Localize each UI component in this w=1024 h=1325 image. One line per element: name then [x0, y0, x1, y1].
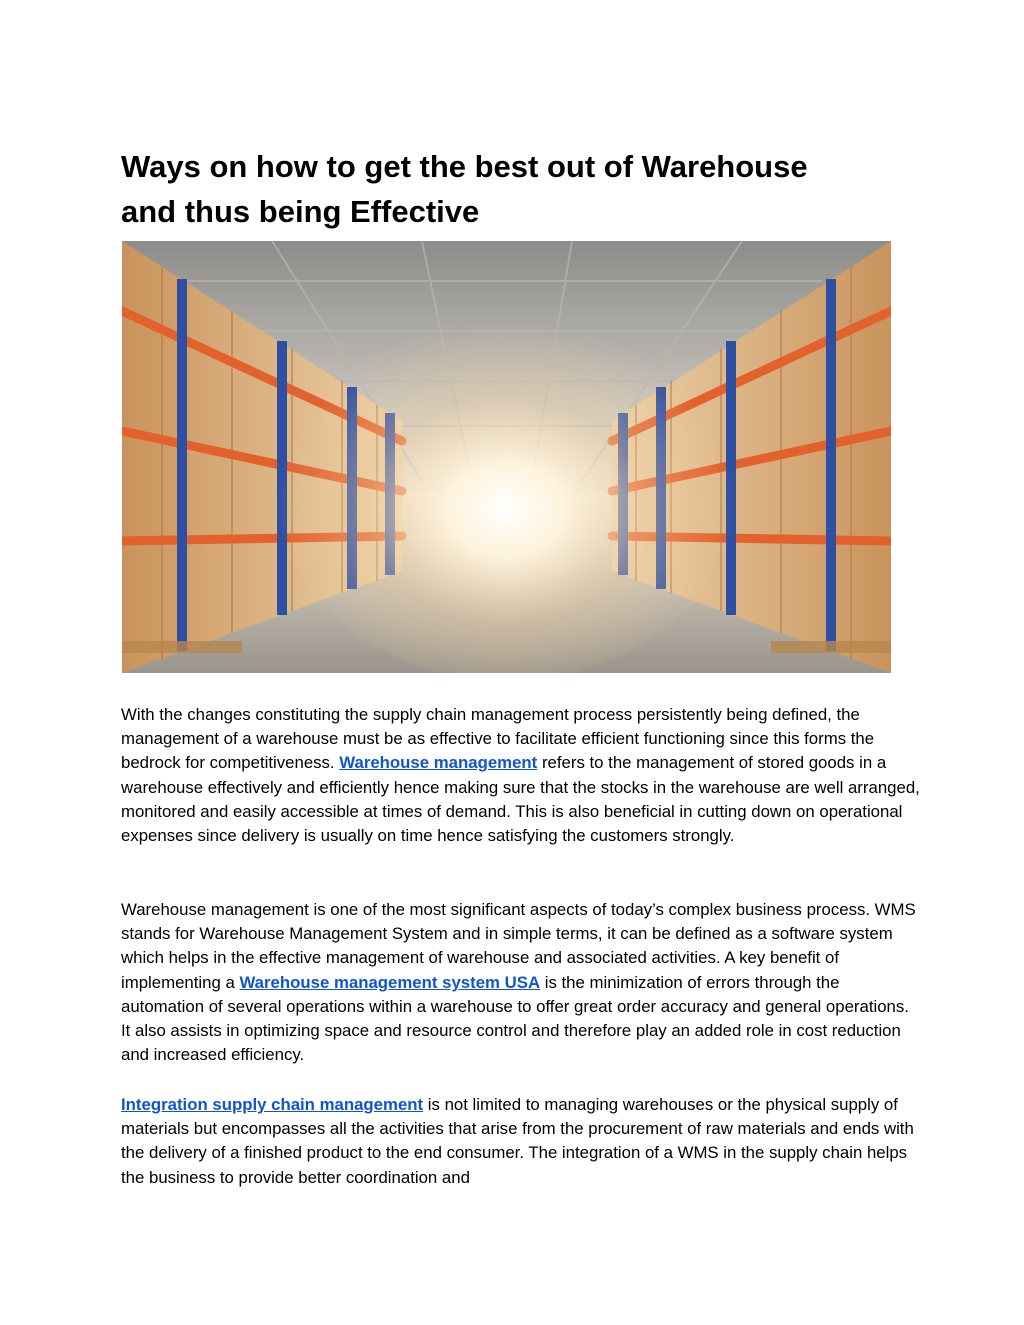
warehouse-management-link[interactable]: Warehouse management	[339, 753, 538, 773]
paragraph-3-text-after: is not limited to managing warehouses or the physical supply of materials but encompasses all the activities that arise from the procurement of raw materials and ends with the delivery of a finished product to the end consumer. The integration of a WMS in the supply chain helps the business to provide better coordination and	[121, 1095, 914, 1187]
title-line-1: Ways on how to get the best out of Warehouse	[121, 149, 808, 184]
paragraph-2-text-before: Warehouse management is one of the most significant aspects of today’s complex business process. WMS stands for Warehouse Management System and in simple terms, it can be defined as a software system which helps in the effective management of warehouse and associated activities. A key benefit of implementing a	[121, 900, 916, 992]
paragraph-warehouse-management	[121, 703, 921, 848]
warehouse-aisle-photo	[122, 241, 891, 673]
warehouse-management-system-usa-link[interactable]: Warehouse management system USA	[239, 972, 541, 992]
paragraph-wms	[121, 898, 921, 1067]
integration-supply-chain-management-link[interactable]: Integration supply chain management	[121, 1095, 424, 1114]
page-title	[121, 144, 911, 234]
paragraph-2-text-after: is the minimization of errors through the automation of several operations within a warehouse to offer great order accuracy and general operations. It also assists in optimizing space and resource control and therefore play an added role in cost reduction and increased efficiency.	[121, 972, 909, 1065]
paragraph-1-text-after: refers to the management of stored goods in a warehouse effectively and efficiently hence making sure that the stocks in the warehouse are well arranged, monitored and easily accessible at times of demand. This is also beneficial in cutting down on operational expenses since delivery is usually on time hence satisfying the customers strongly.	[121, 753, 920, 846]
paragraph-integration	[121, 1093, 921, 1190]
paragraph-1-text-before: With the changes constituting the supply chain management process persistently being defined, the management of a warehouse must be as effective to facilitate efficient functioning since this forms the bedrock for competitiveness.	[121, 705, 875, 773]
title-line-2: and thus being Effective	[121, 194, 480, 229]
